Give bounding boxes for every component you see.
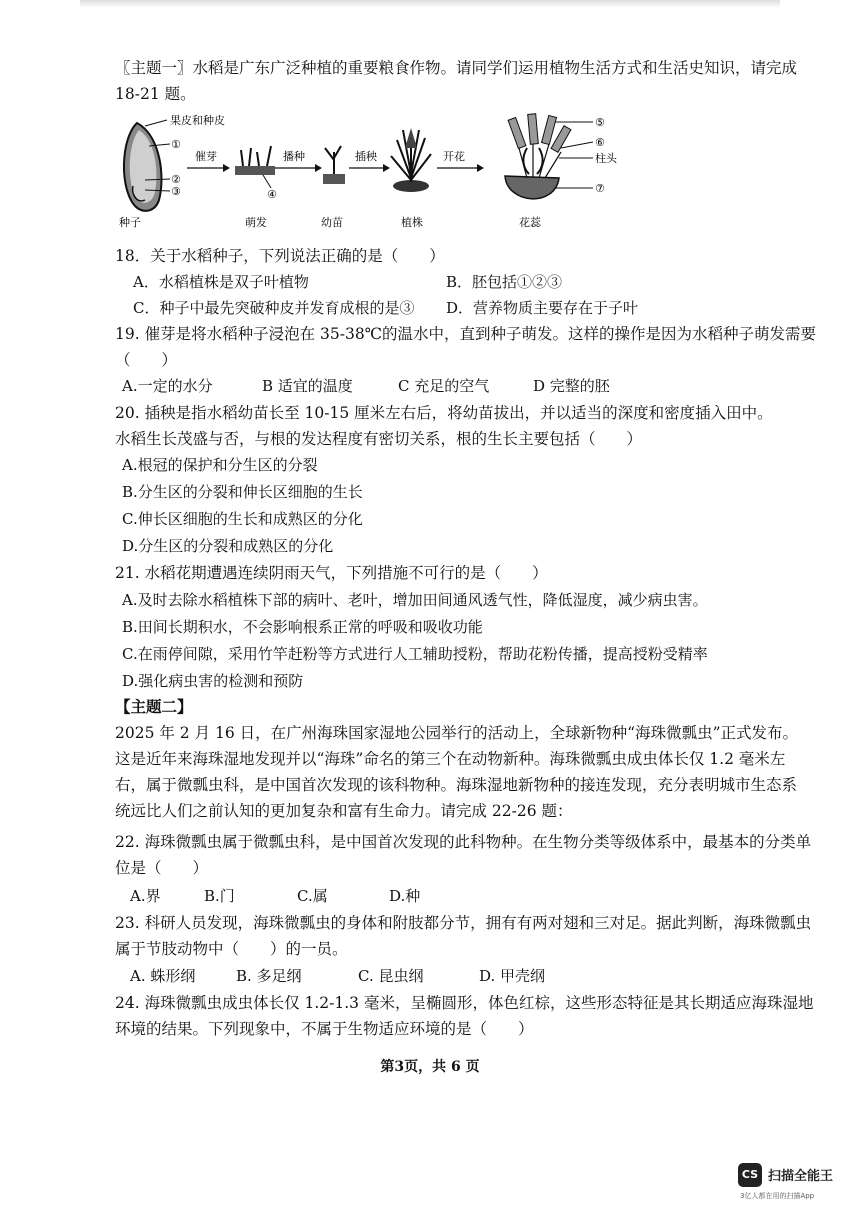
q20-stem2: 水稻生长茂盛与否，与根的发达程度有密切关系，根的生长主要包括（ ） [115, 430, 643, 448]
camscanner-logo-icon: CS [738, 1163, 762, 1187]
topic2-p2: 这是近年来海珠湿地发现并以“海珠”命名的第三个在动物新种。海珠微瓢虫成虫体长仅 1.2 毫米左 [115, 750, 786, 768]
q18-stem: 18．关于水稻种子，下列说法正确的是（ ） [115, 247, 445, 265]
q23-stem2: 属于节肢动物中（ ）的一员。 [115, 940, 348, 958]
q23-option-b: B. 多足纲 [236, 967, 302, 985]
q22-stem: 22. 海珠微瓢虫属于微瓢虫科，是中国首次发现的此科物种。在生物分类等级体系中，最基本的分类单 [115, 833, 812, 851]
q21-option-a: A.及时去除水稻植株下部的病叶、老叶，增加田间通风透气性，降低湿度，减少病虫害。 [122, 591, 708, 609]
topic2-title: 【主题二】 [115, 697, 193, 716]
q24-stem2: 环境的结果。下列现象中，不属于生物适应环境的是（ ） [115, 1020, 534, 1038]
stage-seedling: 幼苗 [321, 216, 343, 229]
q21-stem: 21. 水稻花期遭遇连续阴雨天气，下列措施不可行的是（ ） [115, 564, 548, 582]
arrow2-label: 播种 [283, 150, 305, 163]
q23-option-a: A. 蛛形纲 [130, 967, 196, 985]
flower-figure [505, 114, 593, 199]
rice-lifecycle-diagram [115, 108, 635, 233]
stage-plant: 植株 [401, 216, 423, 229]
q23-option-d: D. 甲壳纲 [479, 967, 546, 985]
q22-option-a: A.界 [130, 887, 161, 905]
topic1-intro-line2: 18-21 题。 [115, 85, 196, 103]
q19-stem2: （ ） [115, 351, 178, 369]
q21-option-c: C.在雨停间隙，采用竹竿赶粉等方式进行人工辅助授粉，帮助花粉传播，提高授粉受精率 [122, 645, 708, 663]
q20-option-a: A.根冠的保护和分生区的分裂 [122, 456, 318, 474]
q23-option-c: C. 昆虫纲 [358, 967, 424, 985]
topic1-intro-line1: 〖主题一〗水稻是广东广泛种植的重要粮食作物。请同学们运用植物生活方式和生活史知识，请完成 [115, 59, 798, 77]
q22-option-c: C.属 [297, 887, 328, 905]
q20-option-b: B.分生区的分裂和伸长区细胞的生长 [122, 483, 363, 501]
q20-stem: 20. 插秧是指水稻幼苗长至 10-15 厘米左右后，将幼苗拔出，并以适当的深度和密度插入田中。 [115, 404, 773, 422]
label-n1: ① [171, 138, 181, 151]
watermark-app-name: 扫描全能王 [768, 1169, 834, 1184]
label-n4: ④ [267, 188, 277, 201]
scan-edge [80, 0, 780, 8]
arrow1-label: 催芽 [195, 150, 217, 163]
stage-seed: 种子 [119, 216, 141, 229]
page-number: 第3页，共 6 页 [380, 1059, 480, 1075]
q19-option-d: D 完整的胚 [533, 377, 610, 395]
q19-option-a: A.一定的水分 [122, 377, 213, 395]
q24-stem: 24. 海珠微瓢虫成虫体长仅 1.2-1.3 毫米，呈椭圆形，体色红棕，这些形态特征是其长期适应海珠湿地 [115, 994, 814, 1012]
label-n7: ⑦ [595, 182, 605, 195]
q21-option-d: D.强化病虫害的检测和预防 [122, 672, 304, 690]
seedling-figure [323, 146, 345, 184]
q23-stem: 23. 科研人员发现，海珠微瓢虫的身体和附肢都分节，拥有有两对翅和三对足。据此判断，海珠微瓢虫 [115, 914, 812, 932]
q21-option-b: B.田间长期积水，不会影响根系正常的呼吸和吸收功能 [122, 618, 483, 636]
sprout-figure [235, 146, 275, 188]
q19-option-b: B 适宜的温度 [262, 377, 353, 395]
q20-option-d: D.分生区的分裂和成熟区的分化 [122, 537, 334, 555]
q22-option-b: B.门 [204, 887, 235, 905]
q20-option-c: C.伸长区细胞的生长和成熟区的分化 [122, 510, 363, 528]
arrow3-label: 插秧 [355, 150, 377, 163]
q18-option-b: B．胚包括①②③ [446, 273, 563, 291]
q19-option-c: C 充足的空气 [398, 377, 490, 395]
topic2-p1: 2025 年 2 月 16 日，在广州海珠国家湿地公园举行的活动上，全球新物种“海珠微瓢虫”正式发布。 [115, 724, 799, 742]
scanner-watermark [738, 1163, 848, 1203]
q18-option-a: A．水稻植株是双子叶植物 [133, 273, 309, 291]
q18-option-c: C．种子中最先突破种皮并发育成根的是③ [133, 299, 415, 317]
q22-option-d: D.种 [389, 887, 421, 905]
plant-figure [391, 128, 431, 192]
label-n6: ⑥ [595, 136, 605, 149]
topic2-p3: 右，属于微瓢虫科，是中国首次发现的该科物种。海珠湿地新物种的接连发现，充分表明城市生态系 [115, 776, 798, 794]
label-n5: ⑤ [595, 116, 605, 129]
topic2-p4: 统远比人们之前认知的更加复杂和富有生命力。请完成 22-26 题： [115, 802, 573, 820]
label-seed-coat: 果皮和种皮 [170, 114, 225, 127]
stage-sprout: 萌发 [245, 216, 267, 229]
watermark-tagline: 3亿人都在用的扫描App [740, 1192, 815, 1200]
seed-figure [124, 120, 170, 211]
q19-stem: 19. 催芽是将水稻种子浸泡在 35-38℃的温水中，直到种子萌发。这样的操作是因为水稻种子萌发需要 [115, 325, 817, 343]
label-n3: ③ [171, 185, 181, 198]
q22-stem2: 位是（ ） [115, 859, 209, 877]
label-n2: ② [171, 173, 181, 186]
q18-option-d: D．营养物质主要存在于子叶 [446, 299, 639, 317]
label-stigma: 柱头 [595, 152, 617, 165]
stage-flower: 花蕊 [519, 216, 541, 229]
arrow4-label: 开花 [443, 150, 465, 163]
